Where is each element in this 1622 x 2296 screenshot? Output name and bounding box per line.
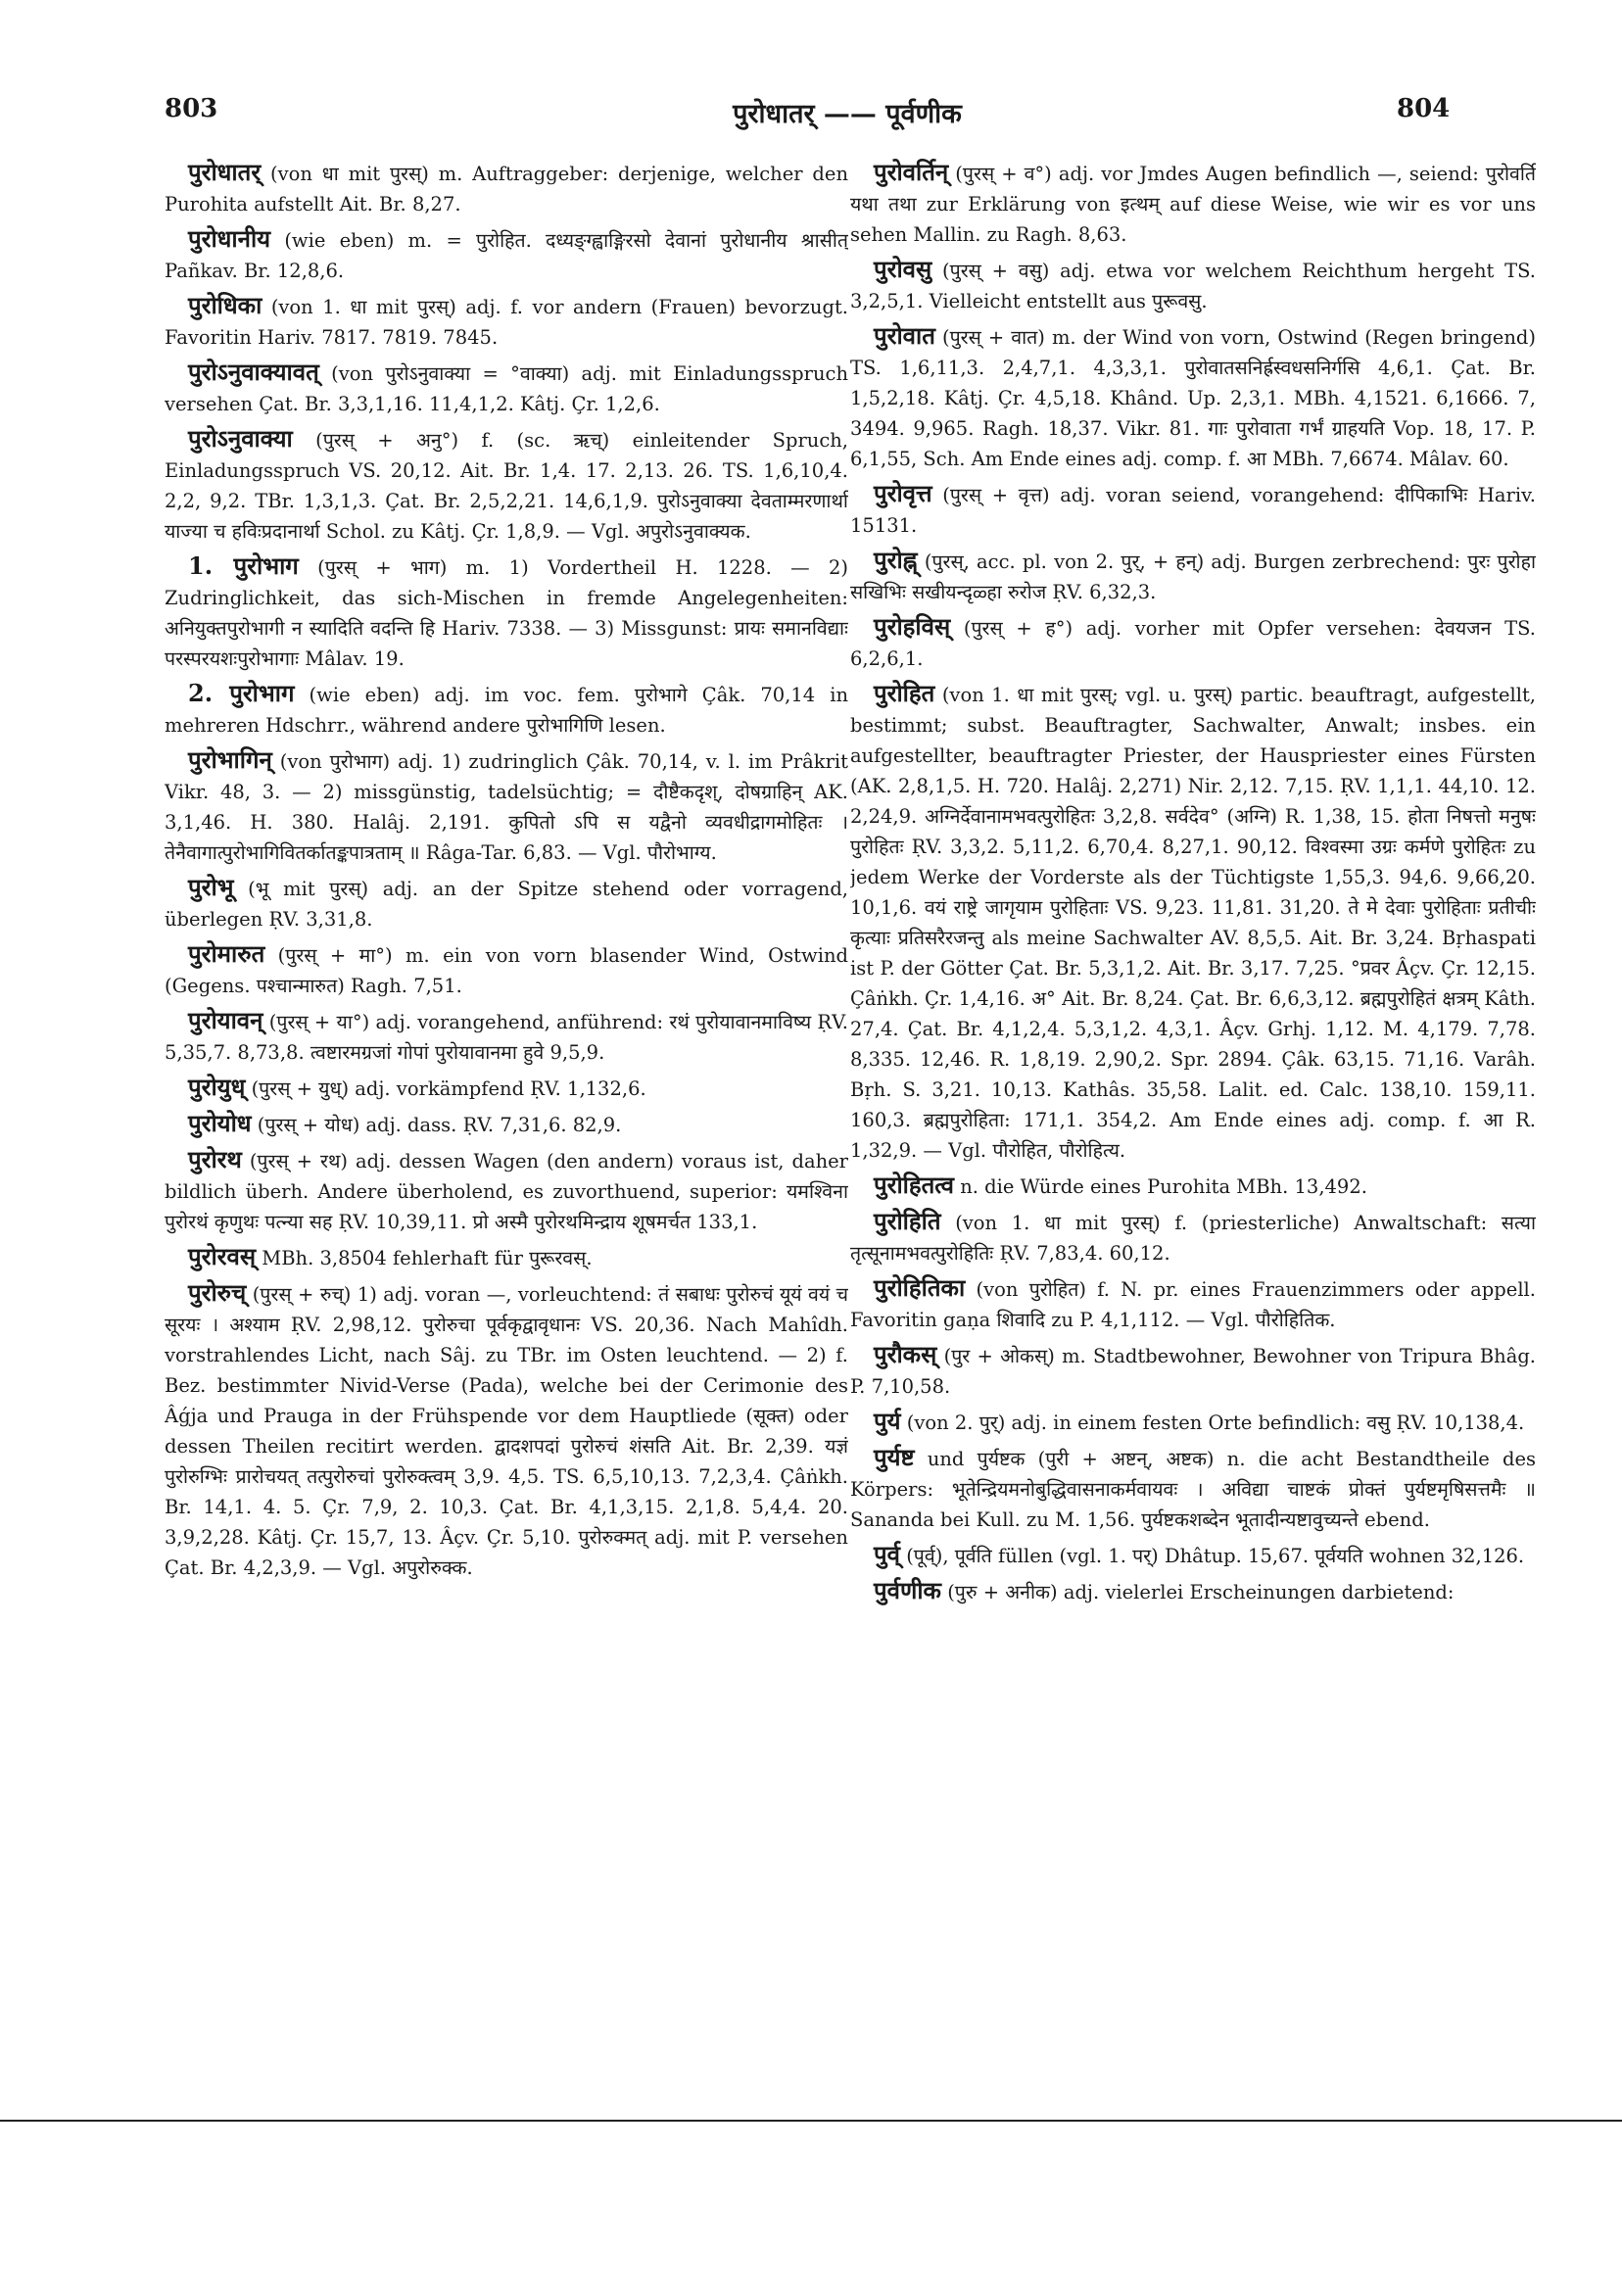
headword: पुरौकस्: [874, 1340, 937, 1368]
entry-text: (von 1. धा mit पुरस्) adj. f. vor andern (Frauen) bevorzugt. Favoritin Hariv. 7817. 7819. 7845.: [165, 296, 848, 349]
entry-text: und पुर्यष्टक (पुरी + अष्टन्, अष्टक) n. die acht Bestandtheile des Körpers: भूतेन्द्रियमनोबुद्धिवासनाकर्मवायवः । अविद्या चाष्टकं प्रोक्तं पुर्यष्टमृषिसत्तमैः ॥ Sananda bei Kull. zu M. 1,56. पुर्यष्टकशब्देन भूतादीन्यष्टावुच्यन्ते ebend.: [850, 1448, 1536, 1531]
entry-text: (पुरस् + व°) adj. vor Jmdes Augen befindlich —, seiend: पुरोवर्ति यथा तथा zur Erklärung von इत्थम् auf diese Weise, wie wir es vor uns sehen Mallin. zu Ragh. 8,63.: [850, 163, 1536, 246]
headword: पुर्य: [874, 1407, 901, 1435]
headword: पुरोमारुत: [188, 939, 265, 968]
headword: पुरोह्न्: [874, 546, 918, 574]
left-column: [165, 157, 848, 2018]
headword: पुरोभागिन्: [188, 745, 272, 774]
headword: पुरोवर्तिन्: [874, 158, 949, 186]
entry-text: n. die Würde eines Purohita MBh. 13,492.: [960, 1175, 1367, 1198]
headword: पुरोयुध्: [188, 1073, 246, 1101]
dictionary-entry: [165, 423, 848, 547]
page-number-left: 803: [165, 94, 218, 123]
entry-text: (पुरस् + युध्) adj. vorkämpfend ṚV. 1,132,6.: [251, 1077, 646, 1100]
dictionary-entry: [850, 1170, 1536, 1202]
dictionary-entry: [850, 254, 1536, 316]
headword: पुर्यष्ट: [874, 1443, 915, 1471]
dictionary-entry: [165, 1277, 848, 1583]
headword: पुरोयावन्: [188, 1006, 263, 1034]
dictionary-entry: [850, 1539, 1536, 1571]
dictionary-entry: [165, 357, 848, 419]
headword: पुरोहविस्: [874, 612, 951, 641]
dictionary-entry: [165, 1108, 848, 1140]
page-header: [0, 94, 1622, 133]
entry-text: (पुरस्, acc. pl. von 2. पुर्, + हन्) adj. Burgen zerbrechend: पुरः पुरोहा सखिभिः सखीयन्दृळ्हा रुरोज ṚV. 6,32,3.: [850, 550, 1536, 603]
headword: 2. पुरोभाग: [188, 679, 295, 707]
dictionary-entry: [165, 1072, 848, 1104]
headword: पुरोयोध: [188, 1109, 252, 1137]
dictionary-entry: [850, 320, 1536, 474]
entry-text: (पुरस् + वृत्त) adj. voran seiend, vorangehend: दीपिकाभिः Hariv. 15131.: [850, 484, 1536, 537]
headword: पुरोऽनुवाक्यावत्: [188, 358, 319, 386]
entry-text: (von पुरोभाग) adj. 1) zudringlich Çâk. 70,14, v. l. im Prâkrit Vikr. 48, 3. — 2) missgünstig, tadelsüchtig; = दौष्टैकदृश्, दोषग्राहिन् AK. 3,1,46. H. 380. Halâj. 2,191. कुपितो ऽपि स यद्वैनो व्यवधीद्रागमोहितः । तेनैवागात्पुरोभागिवितर्कातङ्कपात्रताम् ॥ Râga-Tar. 6,83. — Vgl. पौरोभाग्य.: [165, 750, 848, 864]
dictionary-entry: [850, 1206, 1536, 1268]
dictionary-entry: [850, 1339, 1536, 1402]
dictionary-entry: [850, 678, 1536, 1166]
dictionary-entry: [850, 1272, 1536, 1335]
headword: पुर्वणीक: [874, 1576, 941, 1604]
headword: पुरोरुच्: [188, 1278, 247, 1307]
headword: 1. पुरोभाग: [188, 551, 299, 580]
headword: पुरोधिका: [188, 291, 262, 319]
entry-text: (भू mit पुरस्) adj. an der Spitze stehend oder vorragend, überlegen ṚV. 3,31,8.: [165, 878, 848, 931]
headword: पुरोरवस्: [188, 1242, 257, 1270]
headword: पुरोऽनुवाक्या: [188, 424, 293, 453]
entry-text: (von 1. धा mit पुरस्) f. (priesterliche) Anwaltschaft: सत्या तृत्सूनामभवत्पुरोहितिः ṚV. 7,83,4. 60,12.: [850, 1212, 1536, 1265]
dictionary-entry: [165, 223, 848, 286]
entry-text: (पुर + ओकस्) m. Stadtbewohner, Bewohner von Tripura Bhâg. P. 7,10,58.: [850, 1345, 1536, 1398]
entry-text: (पुरस् + मा°) m. ein von vorn blasender Wind, Ostwind (Gegens. पश्चान्मारुत) Ragh. 7,51.: [165, 944, 848, 997]
page-number-right: 804: [1397, 94, 1451, 123]
dictionary-entry: [850, 1406, 1536, 1438]
entry-text: (von पुरोऽनुवाक्या = °वाक्या) adj. mit Einladungsspruch versehen Çat. Br. 3,3,1,16. 11,4,1,2. Kâtj. Çr. 1,2,6.: [165, 362, 848, 415]
entry-text: (wie eben) adj. im voc. fem. पुरोभागे Çâk. 70,14 in mehreren Hdschrr., während andere पुरोभागिणि lesen.: [165, 684, 848, 737]
entry-text: (पुरस् + वसु) adj. etwa vor welchem Reichthum hergeht TS. 3,2,5,1. Vielleicht entstellt aus पुरूवसु.: [850, 260, 1536, 312]
dictionary-entry: [165, 938, 848, 1001]
right-column: [850, 157, 1536, 2018]
headword: पुरोभू: [188, 873, 234, 901]
entry-text: (पुरस् + वात) m. der Wind von vorn, Ostwind (Regen bringend) TS. 1,6,11,3. 2,4,7,1. 4,3,3,1. पुरोवातसनिर्ह्रस्वधसनिर्गसि 4,6,1. Çat. Br. 1,5,2,18. Kâtj. Çr. 4,5,18. Khând. Up. 2,3,1. MBh. 4,1521. 6,1666. 7, 3494. 9,965. Ragh. 18,37. Vikr. 81. गाः पुरोवाता गर्भं ग्राहयति Vop. 18, 17. P. 6,1,55, Sch. Am Ende eines adj. comp. f. आ MBh. 7,6674. Mâlav. 60.: [850, 326, 1536, 470]
entry-text: (पुरस् + ह°) adj. vorher mit Opfer versehen: देवयजन TS. 6,2,6,1.: [850, 617, 1536, 670]
entry-text: (पुरस् + भाग) m. 1) Vordertheil H. 1228. — 2) Zudringlichkeit, das sich-Mischen in fremde Angelegenheiten: अनियुक्तपुरोभागी न स्यादिति वदन्ति हि Hariv. 7338. — 3) Missgunst: प्रायः समानविद्याः परस्परयशःपुरोभागाः Mâlav. 19.: [165, 556, 848, 670]
footer-rule: [0, 2120, 1622, 2122]
entry-text: (von 2. पुर्) adj. in einem festen Orte befindlich: वसु ṚV. 10,138,4.: [906, 1411, 1525, 1434]
dictionary-entry: [850, 157, 1536, 250]
dictionary-entry: [165, 678, 848, 741]
entry-text: (पुरस् + या°) adj. vorangehend, anführend: रथं पुरोयावानमाविष्य ṚV. 5,35,7. 8,73,8. त्वष्टारमग्रजां गोपां पुरोयावानमा हुवे 9,5,9.: [165, 1011, 848, 1064]
headword: पुरोधातर्: [188, 158, 262, 186]
dictionary-entry: [850, 545, 1536, 607]
dictionary-entry: [850, 478, 1536, 541]
entry-text: (पुरस् + रथ) adj. dessen Wagen (den andern) voraus ist, daher bildlich überh. Andere überholend, es zuvorthuend, superior: यमश्विना पुरोरथं कृणुथः पत्न्या सह ṚV. 10,39,11. प्रो अस्मै पुरोरथमिन्द्राय शूषमर्चत 133,1.: [165, 1150, 848, 1233]
dictionary-entry: [165, 1144, 848, 1237]
headword: पुरोहित: [874, 679, 935, 707]
dictionary-entry: [165, 872, 848, 934]
dictionary-entry: [165, 157, 848, 219]
entry-text: (von पुरोहित) f. N. pr. eines Frauenzimmers oder appell. Favoritin gaṇa शिवादि zu P. 4,1,112. — Vgl. पौरोहितिक.: [850, 1278, 1536, 1331]
entry-text: MBh. 3,8504 fehlerhaft für पुरूरवस्.: [262, 1247, 593, 1269]
entry-text: (von धा mit पुरस्) m. Auftraggeber: derjenige, welcher den Purohita aufstellt Ait. Br. 8,27.: [165, 163, 848, 215]
dictionary-entry: [850, 611, 1536, 674]
headword: पुरोधानीय: [188, 224, 271, 253]
running-head: पुरोधातर् —— पूर्वणीक: [733, 99, 962, 129]
dictionary-entry: [165, 1005, 848, 1068]
headword: पुर्व्: [874, 1540, 900, 1568]
entry-text: (पुरस् + योध) adj. dass. ṚV. 7,31,6. 82,9.: [257, 1114, 622, 1136]
headword: पुरोरथ: [188, 1145, 242, 1173]
dictionary-entry: [165, 290, 848, 353]
entry-text: (wie eben) m. = पुरोहित. दध्यङ्ग्ह्वाङ्गिरसो देवानां पुरोधानीय श्रासीत् Pañkav. Br. 12,8,6.: [165, 229, 848, 282]
headword: पुरोहिति: [874, 1207, 941, 1235]
entry-text: (पुरस् + रुच्) 1) adj. voran —, vorleuchtend: तं सबाधः पुरोरुचं यूयं वयं च सूरयः । अश्याम ṚV. 2,98,12. पुरोरुचा पूर्वकृद्वावृधानः VS. 20,36. Nach Mahîdh. vorstrahlendes Licht, nach Sâj. zu TBr. im Osten leuchtend. — 2) f. Bez. bestimmter Nivid-Verse (Pada), welche bei der Cerimonie des Âǵja und Prauga in der Frühspende vor dem Hauptliede (सूक्त) oder dessen Theilen recitirt werden. द्वादशपदां पुरोरुचं शंसति Ait. Br. 2,39. यज्ञं पुरोरुग्भिः प्रारोचयत् तत्पुरोरुचां पुरोरुक्त्वम् 3,9. 4,5. TS. 6,5,10,13. 7,2,3,4. Çâṅkh. Br. 14,1. 4. 5. Çr. 7,9, 2. 10,3. Çat. Br. 4,1,3,15. 2,1,8. 5,4,4. 20. 3,9,2,28. Kâtj. Çr. 15,7, 13. Âçv. Çr. 5,10. पुरोरुक्मत् adj. mit P. versehen Çat. Br. 4,2,3,9. — Vgl. अपुरोरुक्क.: [165, 1283, 848, 1579]
dictionary-entry: [165, 550, 848, 674]
dictionary-entry: [165, 1241, 848, 1273]
dictionary-entry: [165, 744, 848, 868]
entry-text: (von 1. धा mit पुरस्; vgl. u. पुरस्) partic. beauftragt, aufgestellt, bestimmt; subst. Beauftragter, Sachwalter, Anwalt; insbes. ein aufgestellter, beauftragter Priester, der Hauspriester eines Fürsten (AK. 2,8,1,5. H. 720. Halâj. 2,271) Nir. 2,12. 7,15. ṚV. 1,1,1. 44,10. 12. 2,24,9. अग्निर्देवानामभवत्पुरोहितः 3,2,8. सर्वदेव° (अग्नि) R. 1,38, 15. होता निषत्तो मनुषः पुरोहितः ṚV. 3,3,2. 5,11,2. 6,70,4. 8,27,1. 90,12. विश्वस्मा उग्रः कर्मणे पुरोहितः zu jedem Werke der Vorderste als der Tüchtigste 1,55,3. 94,6. 9,66,20. 10,1,6. वयं राष्ट्रे जागृयाम पुरोहिताः VS. 9,23. 11,81. 31,20. ते मे देवाः पुरोहिताः प्रतीचीः कृत्याः प्रतिसरैरजन्तु als meine Sachwalter AV. 8,5,5. Ait. Br. 3,24. Bṛhaspati ist P. der Götter Çat. Br. 5,3,1,2. Ait. Br. 3,17. 7,25. °प्रवर Âçv. Çr. 12,15. Çâṅkh. Çr. 1,4,16. अ° Ait. Br. 8,24. Çat. Br. 6,6,3,12. ब्रह्मपुरोहितं क्षत्रम् Kâth. 27,4. Çat. Br. 4,1,2,4. 5,3,1,2. 4,3,1. Âçv. Grhj. 1,12. M. 4,179. 7,78. 8,335. 12,46. R. 1,8,19. 2,90,2. Spr. 2894. Çâk. 63,15. 71,16. Varâh. Bṛh. S. 3,21. 10,13. Kathâs. 35,58. Lalit. ed. Calc. 138,10. 159,11. 160,3. ब्रह्मपुरोहिता: 171,1. 354,2. Am Ende eines adj. comp. f. आ R. 1,32,9. — Vgl. पौरोहित, पौरोहित्य.: [850, 684, 1536, 1162]
entry-text: (पुरस् + अनु°) f. (sc. ऋच्) einleitender Spruch, Einladungsspruch VS. 20,12. Ait. Br. 1,4. 17. 2,13. 26. TS. 1,6,10,4. 2,2, 9,2. TBr. 1,3,1,3. Çat. Br. 2,5,2,21. 14,6,1,9. पुरोऽनुवाक्या देवताम्मरणार्था याज्या च हविःप्रदानार्था Schol. zu Kâtj. Çr. 1,8,9. — Vgl. अपुरोऽनुवाक्यक.: [165, 429, 848, 543]
entry-text: (पूर्व्), पूर्वति füllen (vgl. 1. पर्) Dhâtup. 15,67. पूर्वयति wohnen 32,126.: [906, 1545, 1525, 1567]
dictionary-entry: [850, 1575, 1536, 1607]
headword: पुरोहितिका: [874, 1273, 966, 1302]
headword: पुरोहितत्व: [874, 1171, 955, 1199]
entry-text: (पुरु + अनीक) adj. vielerlei Erscheinungen darbietend:: [947, 1581, 1455, 1603]
headword: पुरोवृत्त: [874, 479, 932, 507]
dictionary-entry: [850, 1442, 1536, 1535]
headword: पुरोवात: [874, 321, 935, 350]
headword: पुरोवसु: [874, 255, 932, 283]
